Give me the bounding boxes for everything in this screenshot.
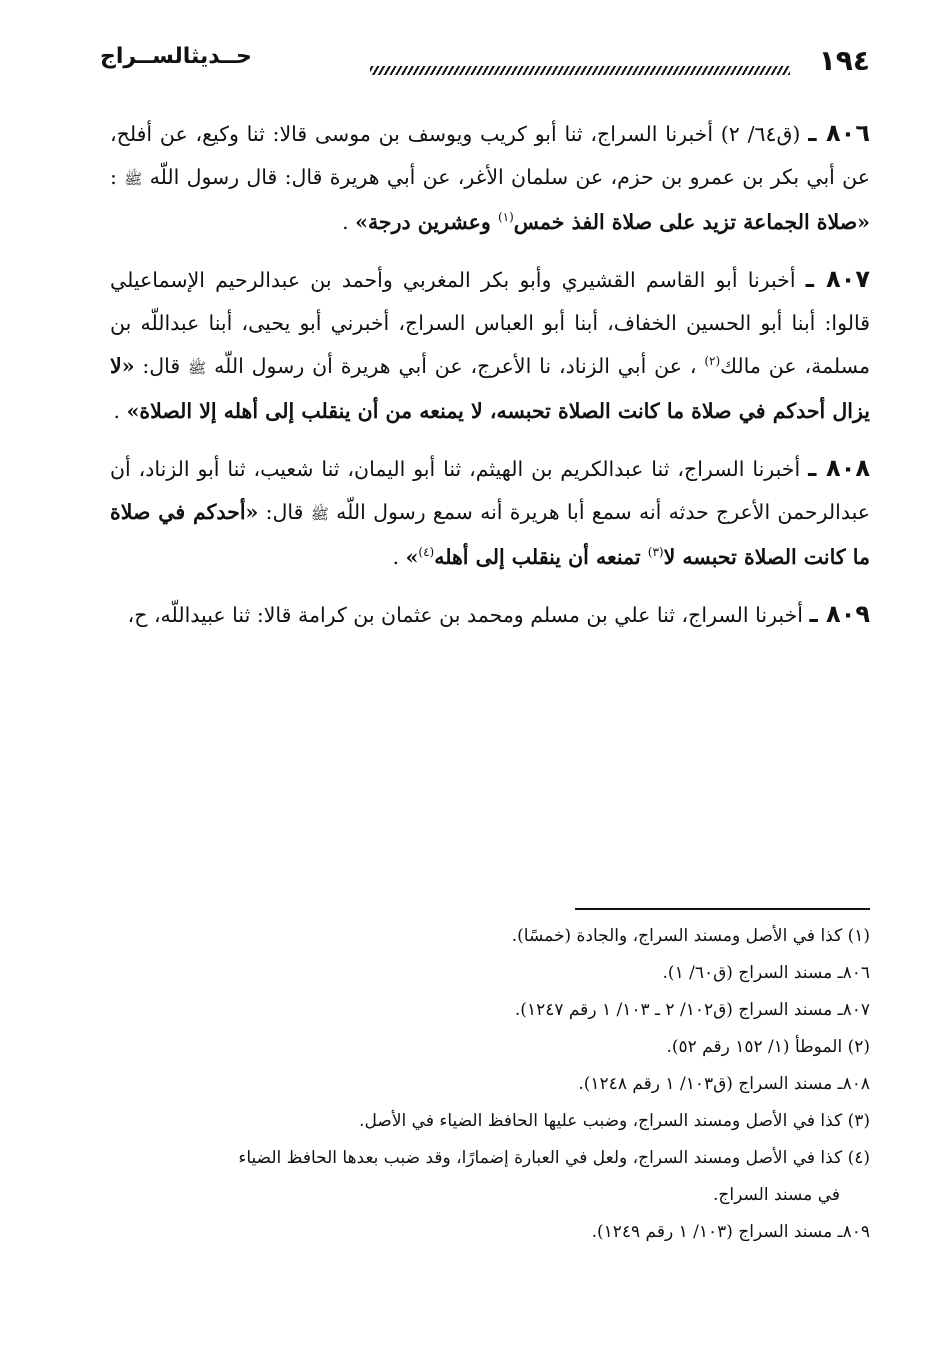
footnote-ref: (٢) <box>704 354 721 369</box>
footnote-continuation: في مسند السراج. <box>713 1185 840 1205</box>
matn-text: » <box>405 545 419 569</box>
hadith-807 <box>110 258 870 433</box>
main-text <box>110 112 870 651</box>
matn-text: «لا يزال أحدكم في صلاة ما كانت الصلاة تحبسه، لا يمنعه من أن ينقلب إلى أهله إلا الصلاة» <box>110 354 870 423</box>
hadith-number: ٨٠٨ ـ <box>808 454 870 482</box>
text-separator: قال: <box>134 354 189 378</box>
salla-icon: ﷺ <box>310 505 329 523</box>
matn-text: وعشرين درجة» <box>355 210 498 234</box>
hadith-809 <box>110 593 870 637</box>
footnote-ref: (٤) <box>418 545 435 560</box>
isnad-text: (ق٦٤/ ٢) أخبرنا السراج، ثنا أبو كريب ويوسف بن موسى قالا: ثنا وكيع، عن أفلح، عن أبي بكر بن عمرو بن حزم، عن سلمان الأغر، عن أبي هريرة قال: قال رسول اللّه <box>110 122 870 189</box>
page-number: ١٩٤ <box>818 44 870 77</box>
footnote-ref: (١) <box>497 210 514 225</box>
source-note: ٨٠٨ـ مسند السراج (ق١٠٣/ ١ رقم ١٢٤٨). <box>578 1074 870 1094</box>
salla-icon: ﷺ <box>124 170 143 188</box>
header-rule <box>370 66 790 75</box>
isnad-text: أخبرنا السراج، ثنا علي بن مسلم ومحمد بن عثمان بن كرامة قالا: ثنا عبيداللّه، ح، <box>127 603 803 627</box>
page-header <box>100 38 870 88</box>
footnote-separator <box>575 908 870 910</box>
hadith-number: ٨٠٧ ـ <box>805 265 870 293</box>
isnad-text: أخبرنا أبو القاسم القشيري وأبو بكر المغربي وأحمد بن عبدالرحيم الإسماعيلي قالوا: أبنا أبو الحسين الخفاف، أبنا أبو العباس السراج، أخبرني أبو يحيى، أبنا عبداللّه بن مسلمة، عن مالك <box>110 268 870 378</box>
isnad-text: ، عن أبي الزناد، نا الأعرج، عن أبي هريرة أن رسول اللّه <box>206 354 705 378</box>
salla-icon: ﷺ <box>188 359 207 377</box>
matn-text: تمنعه أن ينقلب إلى أهله <box>434 545 648 569</box>
text-separator: : <box>110 165 125 189</box>
footnote-ref: (٣) <box>647 545 664 560</box>
hadith-806 <box>110 112 870 244</box>
source-note: ٨٠٧ـ مسند السراج (ق١٠٢/ ٢ ـ ١٠٣/ ١ رقم ١٢٤٧). <box>514 1000 870 1020</box>
hadith-808 <box>110 447 870 579</box>
footnote: (١) كذا في الأصل ومسند السراج، والجادة (خمسًا). <box>511 926 870 946</box>
text-end: . <box>342 210 356 234</box>
isnad-text: أخبرنا السراج، ثنا عبدالكريم بن الهيثم، ثنا أبو اليمان، ثنا شعيب، ثنا أبو الزناد، أن عبدالرحمن الأعرج حدثه أنه سمع أبا هريرة أنه سمع رسول اللّه <box>110 457 870 524</box>
text-end: . <box>113 399 127 423</box>
footnote: (٢) الموطأ (١/ ١٥٢ رقم ٥٢). <box>666 1037 870 1057</box>
running-title: حــديثالســراج <box>100 44 252 69</box>
footnote: (٣) كذا في الأصل ومسند السراج، وضبب عليها الحافظ الضياء في الأصل. <box>359 1111 870 1131</box>
source-note: ٨٠٩ـ مسند السراج (١٠٣/ ١ رقم ١٢٤٩). <box>591 1222 870 1242</box>
matn-text: «أحدكم في صلاة ما كانت الصلاة تحبسه لا <box>110 500 870 569</box>
source-note: ٨٠٦ـ مسند السراج (ق٦٠/ ١). <box>662 963 870 983</box>
footnote: (٤) كذا في الأصل ومسند السراج، ولعل في العبارة إضمارًا، وقد ضبب بعدها الحافظ الضياء <box>238 1148 870 1168</box>
text-end: . <box>392 545 406 569</box>
hadith-number: ٨٠٦ ـ <box>808 119 870 147</box>
matn-text: «صلاة الجماعة تزيد على صلاة الفذ خمس <box>513 210 870 234</box>
hadith-number: ٨٠٩ ـ <box>809 600 870 628</box>
text-separator: قال: <box>258 500 311 524</box>
footnotes <box>105 918 870 1251</box>
